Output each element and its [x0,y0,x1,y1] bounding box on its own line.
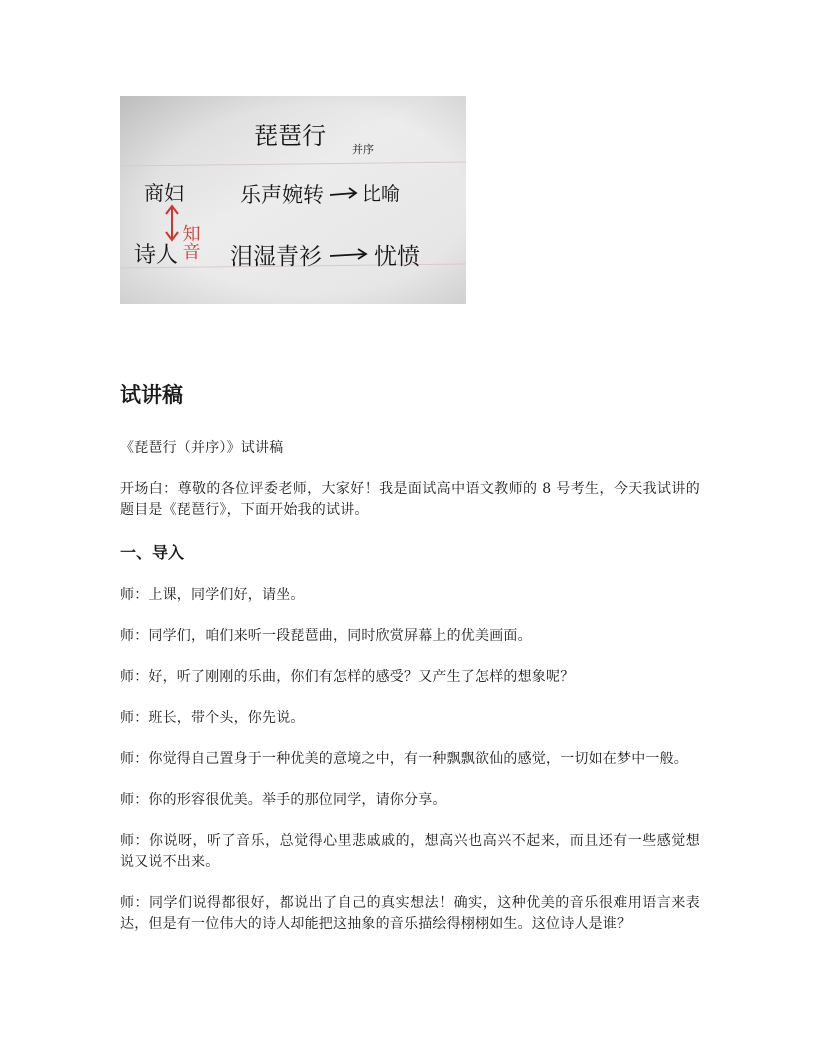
dialogue-line: 师：你的形容很优美。举手的那位同学，请你分享。 [120,792,447,808]
dialogue-line: 师：好，听了刚刚的乐曲，你们有怎样的感受？又产生了怎样的想象呢？ [120,669,575,685]
handwriting-line-1 [240,183,400,207]
dialogue-line: 师：班长，带个头，你先说。 [120,710,305,726]
section-heading-intro: 一、导入 [120,543,185,562]
photo-left-bottom: 诗人 [134,243,179,268]
dialogue-line: 师：你说呀，听了音乐，总觉得心里悲戚戚的，想高兴也高兴不起来，而且还有一些感觉想说又说不出来。 [120,833,700,870]
document-body [120,380,700,949]
photo-title: 琵琶行 [254,122,326,150]
photo-line1-result: 比喻 [362,183,401,205]
dialogue-line: 师：同学们说得都很好，都说出了自己的真实想法！确实，这种优美的音乐很难用语言来表达，但是有一位伟大的诗人却能把这抽象的音乐描绘得栩栩如生。这位诗人是谁？ [120,895,700,932]
photo-arrow-note: 知音 [179,224,201,260]
dialogue-line: 师：上课，同学们好，请坐。 [120,587,305,603]
photo-title-note: 并序 [352,143,374,156]
photo-line2-result: 忧愤 [374,244,420,270]
document-subtitle: 《琵琶行（并序）》试讲稿 [120,440,284,456]
photo-line1: 乐声婉转 [240,183,324,207]
dialogue-line: 师：你觉得自己置身于一种优美的意境之中，有一种飘飘欲仙的感觉，一切如在梦中一般。 [120,751,688,767]
whiteboard-photo [120,96,466,304]
photo-left-top: 商妇 [144,181,184,205]
opening-paragraph: 开场白：尊敬的各位评委老师，大家好！我是面试高中语文教师的 8 号考生，今天我试讲的题目是《琵琶行》，下面开始我的试讲。 [120,481,700,518]
dialogue-line: 师：同学们，咱们来听一段琵琶曲，同时欣赏屏幕上的优美画面。 [120,628,532,644]
document-title: 试讲稿 [120,383,183,407]
photo-line2: 泪湿青衫 [230,244,322,270]
